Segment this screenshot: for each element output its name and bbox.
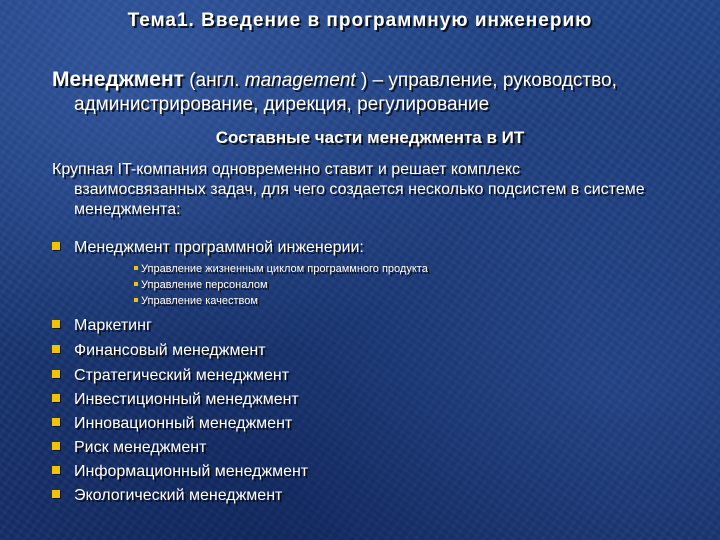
sub-item-quality <box>134 294 258 308</box>
sub-item-personnel <box>134 278 268 292</box>
sub-item-label: Управление персоналом <box>141 279 268 291</box>
definition-paragraph <box>52 68 692 117</box>
sub-bullet-square-icon <box>134 282 138 286</box>
bullet-label: Информационный менеджмент <box>74 463 309 480</box>
sub-bullet-square-icon <box>134 298 138 302</box>
bullet-square-icon <box>52 345 60 353</box>
sub-item-label: Управление качеством <box>141 295 258 307</box>
intro-paragraph <box>52 160 672 220</box>
definition-lang-open: (англ. <box>183 70 245 91</box>
sub-item-lifecycle <box>134 262 428 276</box>
bullet-label: Экологический менеджмент <box>74 487 283 504</box>
bullet-item-ecological <box>52 486 282 506</box>
bullet-square-icon <box>52 442 60 450</box>
sub-bullet-square-icon <box>134 266 138 270</box>
bullet-item-software-engineering-management <box>52 238 364 258</box>
bullet-label: Маркетинг <box>74 317 152 334</box>
slide-title: Тема1. Введение в программную инженерию <box>127 10 593 31</box>
bullet-square-icon <box>52 490 60 498</box>
definition-meaning: ) – управление, руководство, <box>355 70 617 91</box>
bullet-square-icon <box>52 320 60 328</box>
bullet-label: Риск менеджмент <box>74 439 207 456</box>
bullet-label: Инвестиционный менеджмент <box>74 391 299 408</box>
bullet-square-icon <box>52 242 60 250</box>
bullet-item-investment <box>52 390 299 410</box>
definition-continuation: администрирование, дирекция, регулирование <box>74 94 490 115</box>
bullet-label: Финансовый менеджмент <box>74 342 266 359</box>
sub-item-label: Управление жизненным циклом программного продукта <box>141 263 428 275</box>
bullet-square-icon <box>52 466 60 474</box>
intro-line: Крупная IT-компания одновременно ставит и решает комплекс <box>52 161 521 178</box>
bullet-label: Стратегический менеджмент <box>74 367 290 384</box>
bullet-item-innovation <box>52 414 292 434</box>
definition-english-word: management <box>244 70 356 91</box>
bullet-item-strategic <box>52 366 289 386</box>
intro-continuation: взаимосвязанных задач, для чего создается несколько подсистем в системе менеджмента: <box>74 181 645 218</box>
bullet-label: Менеджмент программной инженерии: <box>74 239 364 256</box>
bullet-square-icon <box>52 418 60 426</box>
bullet-item-information <box>52 462 308 482</box>
bullet-item-risk <box>52 438 206 458</box>
bullet-item-financial <box>52 341 266 361</box>
section-heading: Составные части менеджмента в ИТ <box>215 128 525 147</box>
definition-term: Менеджмент <box>52 68 184 91</box>
bullet-square-icon <box>52 370 60 378</box>
bullet-item-marketing <box>52 316 152 336</box>
bullet-square-icon <box>52 394 60 402</box>
bullet-label: Инновационный менеджмент <box>74 415 293 432</box>
